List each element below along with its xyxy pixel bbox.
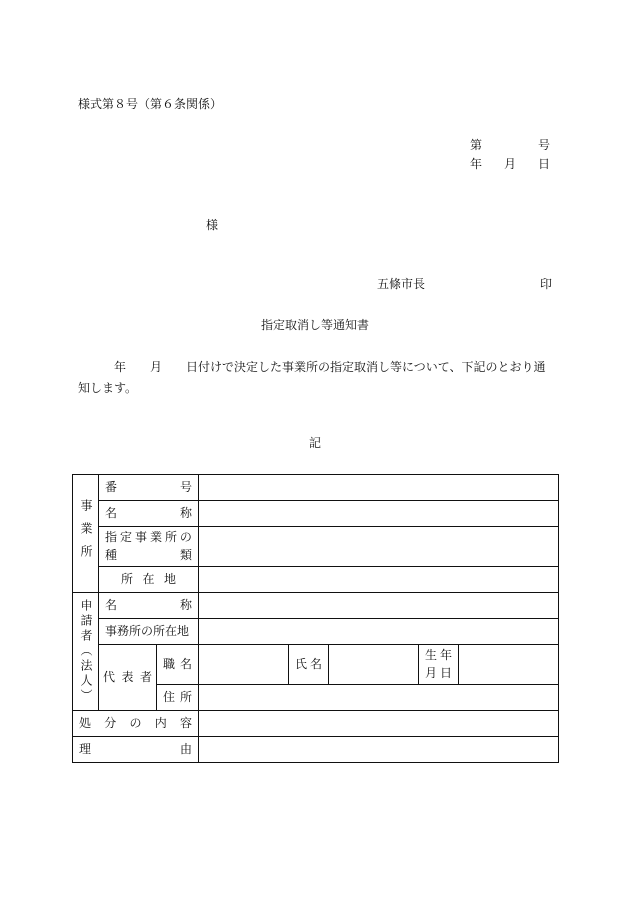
label-office-type-line1: 指 定 事 業 所 の <box>105 530 192 544</box>
label-office-location: 所 在 地 <box>121 572 176 586</box>
seal-mark: 印 <box>540 277 553 291</box>
number-suffix: 号 <box>537 138 550 152</box>
office-group-label: 事業所 <box>73 475 99 593</box>
body-paragraph <box>78 357 550 399</box>
label-representative: 代 表 者 <box>103 670 152 684</box>
document-number <box>470 139 550 151</box>
label-disposition: 処 分 の 内 容 <box>79 716 192 730</box>
label-office-type-line2: 種 類 <box>105 548 192 562</box>
rep-position-field[interactable] <box>199 645 289 685</box>
label-rep-address: 住 所 <box>163 690 192 704</box>
rep-birth-field[interactable] <box>459 645 559 685</box>
label-rep-birth-line1: 生 年 <box>425 648 452 662</box>
rep-address-label <box>157 685 199 711</box>
rep-birth-label <box>419 645 459 685</box>
form-number: 様式第８号（第６条関係） <box>78 97 223 111</box>
notice-table <box>72 474 559 763</box>
reason-field[interactable] <box>199 737 559 763</box>
rep-position-label <box>157 645 199 685</box>
body-year-label: 年 <box>114 360 127 374</box>
office-name-label <box>99 501 199 527</box>
addressee-suffix: 様 <box>206 218 219 232</box>
office-location-label <box>99 567 199 593</box>
label-office-name: 名 称 <box>105 506 192 520</box>
label-rep-position: 職 名 <box>163 657 192 671</box>
document-title: 指定取消し等通知書 <box>260 318 369 332</box>
office-type-field[interactable] <box>199 527 559 567</box>
label-rep-fullname: 氏 名 <box>295 657 322 671</box>
rep-fullname-field[interactable] <box>329 645 419 685</box>
label-reason: 理 由 <box>79 742 192 756</box>
body-text: 日付けで決定した事業所の指定取消し等について、下記のとおり通知します。 <box>78 360 546 395</box>
body-month-label: 月 <box>150 360 163 374</box>
date-year-label: 年 <box>470 157 483 171</box>
label-applicant-name: 名 称 <box>105 598 192 612</box>
reason-label <box>73 737 199 763</box>
number-prefix: 第 <box>470 138 483 152</box>
applicant-name-label <box>99 593 199 619</box>
disposition-field[interactable] <box>199 711 559 737</box>
office-number-field[interactable] <box>199 475 559 501</box>
applicant-address-field[interactable] <box>199 619 559 645</box>
office-type-label <box>99 527 199 567</box>
issuer-name: 五條市長 <box>377 277 426 291</box>
ki-heading: 記 <box>308 436 321 450</box>
applicant-name-field[interactable] <box>199 593 559 619</box>
date-month-label: 月 <box>503 157 516 171</box>
rep-address-field[interactable] <box>199 685 559 711</box>
office-location-field[interactable] <box>199 567 559 593</box>
applicant-group-label: 申請者（法人） <box>73 593 99 711</box>
rep-fullname-label <box>289 645 329 685</box>
office-number-label <box>99 475 199 501</box>
applicant-address-label: 事務所の所在地 <box>99 619 199 645</box>
office-name-field[interactable] <box>199 501 559 527</box>
label-rep-birth-line2: 月 日 <box>425 666 452 680</box>
date-day-label: 日 <box>537 157 550 171</box>
disposition-label <box>73 711 199 737</box>
representative-label <box>99 645 157 711</box>
label-office-number: 番 号 <box>105 480 192 494</box>
issue-date <box>470 158 550 170</box>
